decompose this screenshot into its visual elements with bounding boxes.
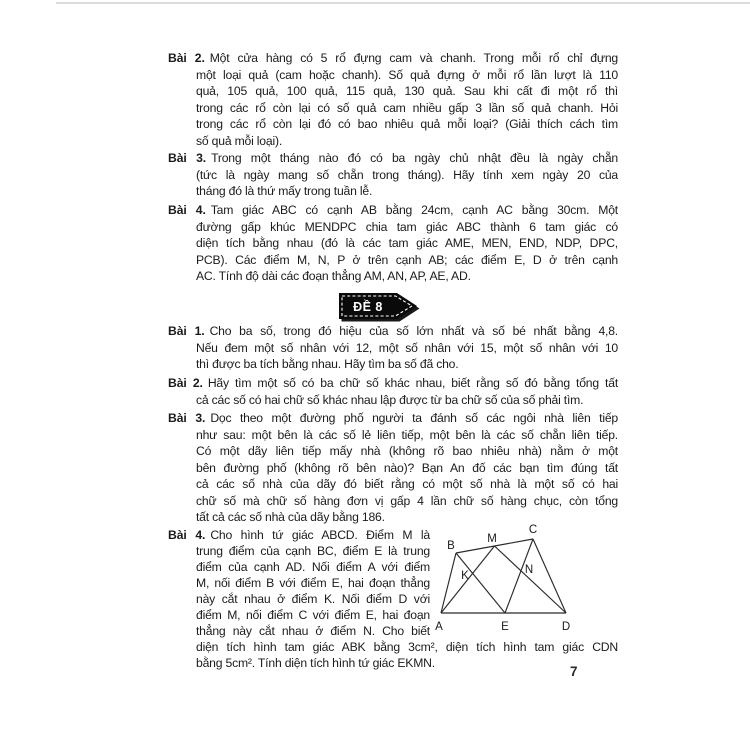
problem-first-line bbox=[168, 323, 618, 340]
problem-text-line: như sau: một bên là các số lẻ liên tiếp, một bên là các số chẵn liên tiếp. bbox=[196, 427, 618, 442]
problem-text-line: chữ số mà chữ số hàng đơn vị gấp 4 lần chữ số hàng chục, còn tổng bbox=[196, 493, 618, 508]
problem-text-line: này cắt nhau ở điểm K. Nối điểm D với bbox=[196, 592, 430, 606]
page-number: 7 bbox=[570, 664, 578, 679]
section-badge-de-8 bbox=[339, 293, 423, 324]
problem-label: Bài 2. bbox=[168, 51, 205, 65]
problem-text-line: số quả mỗi loại). bbox=[196, 133, 283, 148]
problem-top-bai2 bbox=[168, 50, 618, 149]
problem-text: Hãy tìm một số có ba chữ số khác nhau, biết rằng số đó bằng tổng tất bbox=[207, 376, 619, 390]
page-edge-line bbox=[56, 2, 750, 4]
problem-text-line: (tức là ngày mang số chẵn trong tháng). Hãy tính xem ngày 20 của bbox=[196, 167, 618, 182]
vertex-label-a: A bbox=[435, 621, 443, 633]
problem-text-line: trung điểm của cạnh BC, điểm E là trung bbox=[196, 544, 430, 558]
problem-text-line: M, nối điểm B với điểm E, hai đoạn thẳng bbox=[196, 576, 430, 590]
problem-label: Bài 1. bbox=[168, 324, 205, 338]
problem-text-line: quả, 105 quả, 100 quả, 115 quả, 130 quả. Sau khi cất đi một rổ thì bbox=[196, 84, 618, 98]
problem-text: Một cửa hàng có 5 rổ đựng cam và chanh. Trong mỗi rổ chỉ đựng bbox=[209, 51, 618, 65]
quadrilateral-diagram bbox=[428, 516, 580, 636]
problem-label: Bài 2. bbox=[168, 376, 203, 390]
badge-arrow-shape bbox=[339, 293, 423, 324]
problem-text-line: cả các số có hai chữ số khác nhau lập được từ ba chữ số của số phải tìm. bbox=[196, 392, 584, 407]
geometry-figure-quadrilateral-abcd bbox=[428, 516, 580, 636]
problem-text-line: PCB). Các điểm M, N, P ở trên cạnh AB; các điểm E, D ở trên cạnh bbox=[196, 252, 618, 267]
problem-text: Cho hình tứ giác ABCD. Điểm M là bbox=[210, 528, 430, 542]
problem-top-bai3 bbox=[168, 150, 618, 200]
problem-first-line bbox=[168, 50, 618, 67]
vertex-label-n: N bbox=[524, 564, 534, 576]
problem-text: Cho ba số, trong đó hiệu của số lớn nhất và số bé nhất bằng 4,8. bbox=[209, 324, 618, 338]
problem-first-line bbox=[168, 410, 618, 427]
problem-first-line bbox=[168, 375, 618, 392]
problem-text-line: trong các rổ còn lại có số quả cam nhiều gấp 3 lần số quả chanh. Hỏi bbox=[196, 100, 618, 115]
vertex-label-b: B bbox=[447, 540, 455, 552]
problem-text-line: tháng đó là thứ mấy trong tuần lễ. bbox=[196, 184, 373, 198]
problem-text-line: trong các rổ còn lại đó có bao nhiêu quả mỗi loại? (Giải thích cách tìm bbox=[196, 117, 618, 131]
problem-text: Tam giác ABC có cạnh AB bằng 24cm, cạnh AC bằng 30cm. Một bbox=[210, 203, 618, 217]
problem-text-line: tất cả các số nhà của dãy bằng 186. bbox=[196, 510, 385, 524]
problem-de8-bai2 bbox=[168, 375, 618, 408]
problem-text-line: thẳng này cắt nhau ở điểm N. Cho biết bbox=[196, 624, 430, 638]
problem-top-bai4 bbox=[168, 202, 618, 285]
vertex-label-e: E bbox=[501, 621, 509, 633]
vertex-label-m: M bbox=[487, 533, 497, 545]
problem-first-line bbox=[168, 150, 618, 167]
vertex-label-d: D bbox=[561, 621, 571, 633]
problem-text-line: đường gấp khúc MENDPC chia tam giác ABC thành 6 tam giác có bbox=[196, 219, 618, 234]
problem-text-line: diện tích hình tam giác ABK bằng 3cm², diện tích hình tam giác CDN bbox=[196, 640, 618, 654]
problem-text-line: thì được ba tích bằng nhau. Hãy tìm ba số đã cho. bbox=[196, 357, 459, 371]
problem-label: Bài 3. bbox=[168, 151, 207, 165]
problem-text-line: Có một dãy liên tiếp mấy nhà (không rõ bao nhiêu nhà) nằm ở một bbox=[196, 444, 618, 458]
problem-text-line: điểm của cạnh AD. Nối điểm A với điểm bbox=[196, 560, 430, 574]
problem-text-line: Nếu đem một số nhân với 12, một số nhân với 15, một số nhân với 10 bbox=[196, 340, 618, 355]
vertex-label-k: K bbox=[461, 570, 469, 582]
problem-text-line: một loại quả (cam hoặc chanh). Số quả đựng ở mỗi rổ lần lượt là 110 bbox=[196, 67, 618, 82]
problem-first-line bbox=[168, 527, 430, 543]
problem-label: Bài 4. bbox=[168, 528, 206, 542]
problem-text-line: AC. Tính độ dài các đoạn thẳng AM, AN, AP, AE, AD. bbox=[196, 269, 471, 283]
problem-text: Trong một tháng nào đó có ba ngày chủ nhật đều là ngày chẵn bbox=[211, 151, 619, 165]
badge-label: ĐỀ 8 bbox=[353, 300, 383, 314]
problem-text-line: diện tích bằng nhau (đó là các tam giác AME, MEN, END, NDP, DPC, bbox=[196, 236, 618, 250]
problem-label: Bài 3. bbox=[168, 411, 206, 425]
vertex-label-c: C bbox=[528, 524, 538, 536]
problem-text: Dọc theo một đường phố người ta đánh số các ngôi nhà liên tiếp bbox=[210, 411, 618, 425]
problem-first-line bbox=[168, 202, 618, 219]
problem-de8-bai3 bbox=[168, 410, 618, 526]
problem-label: Bài 4. bbox=[168, 203, 206, 217]
problem-text-line: bên đường phố (không rõ bên nào)? Bạn An đố các bạn tìm đúng tất bbox=[196, 460, 618, 475]
problem-de8-bai1 bbox=[168, 323, 618, 373]
problem-text-line: điểm M, nối điểm C với điểm E, hai đoạn bbox=[196, 608, 430, 622]
problem-text-line: bằng 5cm². Tính diện tích hình tứ giác EKMN. bbox=[196, 656, 435, 670]
problem-text-line: cả các số nhà của dãy đó biết rằng có một số nhà là một số có hai bbox=[196, 477, 618, 491]
